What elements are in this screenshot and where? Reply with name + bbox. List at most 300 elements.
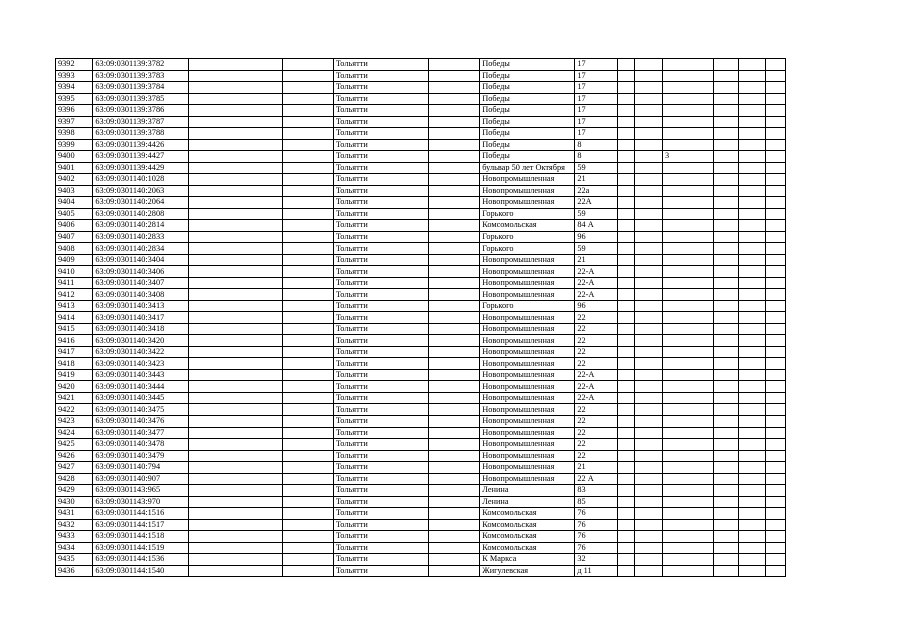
empty-cell <box>618 404 635 416</box>
flat-number-cell <box>663 208 714 220</box>
flat-number-cell <box>663 450 714 462</box>
empty-cell <box>428 197 479 209</box>
house-number-cell: 59 <box>575 208 618 220</box>
flat-number-cell <box>663 554 714 566</box>
empty-cell <box>428 220 479 232</box>
empty-cell <box>635 508 663 520</box>
empty-cell <box>635 439 663 451</box>
table-row <box>56 392 786 404</box>
empty-cell <box>428 531 479 543</box>
empty-cell <box>765 116 785 128</box>
empty-cell <box>714 404 739 416</box>
empty-cell <box>188 105 282 117</box>
cadastral-number-cell: 63:09:0301139:3788 <box>93 128 188 140</box>
empty-cell <box>765 254 785 266</box>
empty-cell <box>282 358 333 370</box>
city-cell: Тольятти <box>333 473 428 485</box>
street-cell: Победы <box>480 93 575 105</box>
empty-cell <box>765 554 785 566</box>
empty-cell <box>738 139 765 151</box>
cadastral-number-cell: 63:09:0301140:1028 <box>93 174 188 186</box>
city-cell: Тольятти <box>333 323 428 335</box>
flat-number-cell <box>663 128 714 140</box>
table-row <box>56 565 786 577</box>
empty-cell <box>188 162 282 174</box>
empty-cell <box>635 151 663 163</box>
empty-cell <box>635 392 663 404</box>
street-cell: Новопромышленная <box>480 174 575 186</box>
empty-cell <box>428 369 479 381</box>
empty-cell <box>428 312 479 324</box>
empty-cell <box>188 462 282 474</box>
table-row <box>56 323 786 335</box>
empty-cell <box>282 554 333 566</box>
empty-cell <box>282 335 333 347</box>
empty-cell <box>635 254 663 266</box>
flat-number-cell: 3 <box>663 151 714 163</box>
row-number-cell: 9408 <box>56 243 93 255</box>
city-cell: Тольятти <box>333 415 428 427</box>
street-cell: Новопромышленная <box>480 346 575 358</box>
house-number-cell: 22 <box>575 312 618 324</box>
city-cell: Тольятти <box>333 358 428 370</box>
empty-cell <box>714 59 739 71</box>
empty-cell <box>282 220 333 232</box>
empty-cell <box>188 473 282 485</box>
empty-cell <box>282 231 333 243</box>
empty-cell <box>738 508 765 520</box>
street-cell: бульвар 50 лет Октября <box>480 162 575 174</box>
empty-cell <box>635 139 663 151</box>
empty-cell <box>635 473 663 485</box>
city-cell: Тольятти <box>333 300 428 312</box>
street-cell: Горького <box>480 231 575 243</box>
empty-cell <box>635 312 663 324</box>
empty-cell <box>765 243 785 255</box>
house-number-cell: 83 <box>575 485 618 497</box>
flat-number-cell <box>663 346 714 358</box>
table-row <box>56 300 786 312</box>
empty-cell <box>714 508 739 520</box>
empty-cell <box>282 312 333 324</box>
empty-cell <box>618 277 635 289</box>
empty-cell <box>738 381 765 393</box>
street-cell: Новопромышленная <box>480 415 575 427</box>
street-cell: Ленина <box>480 496 575 508</box>
empty-cell <box>738 404 765 416</box>
empty-cell <box>188 404 282 416</box>
empty-cell <box>738 565 765 577</box>
empty-cell <box>765 335 785 347</box>
empty-cell <box>635 531 663 543</box>
empty-cell <box>714 392 739 404</box>
empty-cell <box>738 82 765 94</box>
empty-cell <box>765 346 785 358</box>
empty-cell <box>428 519 479 531</box>
flat-number-cell <box>663 439 714 451</box>
flat-number-cell <box>663 392 714 404</box>
empty-cell <box>738 415 765 427</box>
house-number-cell: 17 <box>575 128 618 140</box>
empty-cell <box>765 485 785 497</box>
empty-cell <box>714 197 739 209</box>
empty-cell <box>714 485 739 497</box>
empty-cell <box>714 369 739 381</box>
cadastral-number-cell: 63:09:0301140:3478 <box>93 439 188 451</box>
empty-cell <box>188 243 282 255</box>
empty-cell <box>188 450 282 462</box>
empty-cell <box>765 427 785 439</box>
empty-cell <box>635 462 663 474</box>
empty-cell <box>188 151 282 163</box>
empty-cell <box>188 415 282 427</box>
city-cell: Тольятти <box>333 485 428 497</box>
table-row <box>56 415 786 427</box>
flat-number-cell <box>663 415 714 427</box>
city-cell: Тольятти <box>333 519 428 531</box>
empty-cell <box>738 439 765 451</box>
empty-cell <box>714 139 739 151</box>
empty-cell <box>618 162 635 174</box>
empty-cell <box>765 415 785 427</box>
empty-cell <box>765 323 785 335</box>
empty-cell <box>618 82 635 94</box>
city-cell: Тольятти <box>333 93 428 105</box>
empty-cell <box>714 70 739 82</box>
empty-cell <box>188 128 282 140</box>
empty-cell <box>765 439 785 451</box>
city-cell: Тольятти <box>333 381 428 393</box>
empty-cell <box>765 185 785 197</box>
table-row <box>56 70 786 82</box>
empty-cell <box>428 266 479 278</box>
house-number-cell: 59 <box>575 162 618 174</box>
row-number-cell: 9396 <box>56 105 93 117</box>
street-cell: Победы <box>480 70 575 82</box>
empty-cell <box>618 565 635 577</box>
empty-cell <box>618 346 635 358</box>
empty-cell <box>618 427 635 439</box>
flat-number-cell <box>663 220 714 232</box>
table-row <box>56 289 786 301</box>
table-row <box>56 220 786 232</box>
house-number-cell: 32 <box>575 554 618 566</box>
empty-cell <box>282 473 333 485</box>
cadastral-number-cell: 63:09:0301140:2808 <box>93 208 188 220</box>
empty-cell <box>282 485 333 497</box>
table-row <box>56 151 786 163</box>
empty-cell <box>282 128 333 140</box>
empty-cell <box>282 59 333 71</box>
house-number-cell: 22-А <box>575 277 618 289</box>
flat-number-cell <box>663 473 714 485</box>
city-cell: Тольятти <box>333 208 428 220</box>
table-row <box>56 231 786 243</box>
empty-cell <box>765 162 785 174</box>
empty-cell <box>618 415 635 427</box>
empty-cell <box>428 70 479 82</box>
flat-number-cell <box>663 231 714 243</box>
empty-cell <box>428 185 479 197</box>
empty-cell <box>618 473 635 485</box>
empty-cell <box>714 415 739 427</box>
city-cell: Тольятти <box>333 289 428 301</box>
table-row <box>56 404 786 416</box>
street-cell: Новопромышленная <box>480 197 575 209</box>
flat-number-cell <box>663 243 714 255</box>
row-number-cell: 9436 <box>56 565 93 577</box>
street-cell: Победы <box>480 116 575 128</box>
flat-number-cell <box>663 93 714 105</box>
empty-cell <box>738 531 765 543</box>
empty-cell <box>765 496 785 508</box>
empty-cell <box>428 508 479 520</box>
empty-cell <box>738 151 765 163</box>
empty-cell <box>714 473 739 485</box>
table-row <box>56 462 786 474</box>
empty-cell <box>188 82 282 94</box>
empty-cell <box>282 243 333 255</box>
empty-cell <box>618 174 635 186</box>
city-cell: Тольятти <box>333 231 428 243</box>
city-cell: Тольятти <box>333 151 428 163</box>
street-cell: Новопромышленная <box>480 381 575 393</box>
house-number-cell: 22 <box>575 415 618 427</box>
empty-cell <box>714 439 739 451</box>
empty-cell <box>188 300 282 312</box>
city-cell: Тольятти <box>333 277 428 289</box>
empty-cell <box>765 289 785 301</box>
city-cell: Тольятти <box>333 404 428 416</box>
empty-cell <box>765 300 785 312</box>
empty-cell <box>635 358 663 370</box>
empty-cell <box>188 312 282 324</box>
empty-cell <box>282 531 333 543</box>
city-cell: Тольятти <box>333 496 428 508</box>
empty-cell <box>618 554 635 566</box>
empty-cell <box>188 439 282 451</box>
flat-number-cell <box>663 82 714 94</box>
table-row <box>56 162 786 174</box>
empty-cell <box>428 128 479 140</box>
street-cell: Комсомольская <box>480 508 575 520</box>
empty-cell <box>428 415 479 427</box>
empty-cell <box>714 531 739 543</box>
flat-number-cell <box>663 358 714 370</box>
empty-cell <box>714 128 739 140</box>
flat-number-cell <box>663 139 714 151</box>
cadastral-number-cell: 63:09:0301140:3444 <box>93 381 188 393</box>
empty-cell <box>714 462 739 474</box>
empty-cell <box>618 70 635 82</box>
empty-cell <box>282 105 333 117</box>
cadastral-number-cell: 63:09:0301140:3479 <box>93 450 188 462</box>
row-number-cell: 9400 <box>56 151 93 163</box>
cadastral-number-cell: 63:09:0301139:3786 <box>93 105 188 117</box>
table-row <box>56 185 786 197</box>
house-number-cell: 22-А <box>575 266 618 278</box>
empty-cell <box>618 531 635 543</box>
empty-cell <box>738 473 765 485</box>
row-number-cell: 9433 <box>56 531 93 543</box>
empty-cell <box>618 369 635 381</box>
table-row <box>56 519 786 531</box>
empty-cell <box>188 358 282 370</box>
empty-cell <box>188 59 282 71</box>
empty-cell <box>738 346 765 358</box>
row-number-cell: 9392 <box>56 59 93 71</box>
empty-cell <box>765 519 785 531</box>
empty-cell <box>618 542 635 554</box>
empty-cell <box>714 335 739 347</box>
empty-cell <box>188 93 282 105</box>
table-row <box>56 473 786 485</box>
empty-cell <box>282 565 333 577</box>
flat-number-cell <box>663 485 714 497</box>
city-cell: Тольятти <box>333 427 428 439</box>
empty-cell <box>428 243 479 255</box>
empty-cell <box>618 59 635 71</box>
flat-number-cell <box>663 323 714 335</box>
city-cell: Тольятти <box>333 335 428 347</box>
empty-cell <box>282 93 333 105</box>
empty-cell <box>618 151 635 163</box>
street-cell: Новопромышленная <box>480 266 575 278</box>
table-row <box>56 197 786 209</box>
empty-cell <box>188 231 282 243</box>
row-number-cell: 9418 <box>56 358 93 370</box>
city-cell: Тольятти <box>333 70 428 82</box>
street-cell: Победы <box>480 59 575 71</box>
empty-cell <box>428 82 479 94</box>
city-cell: Тольятти <box>333 254 428 266</box>
house-number-cell: 22 <box>575 404 618 416</box>
row-number-cell: 9430 <box>56 496 93 508</box>
empty-cell <box>618 266 635 278</box>
empty-cell <box>188 485 282 497</box>
empty-cell <box>428 254 479 266</box>
empty-cell <box>618 392 635 404</box>
empty-cell <box>282 427 333 439</box>
empty-cell <box>635 346 663 358</box>
street-cell: Ленина <box>480 485 575 497</box>
street-cell: Победы <box>480 139 575 151</box>
flat-number-cell <box>663 542 714 554</box>
street-cell: Горького <box>480 300 575 312</box>
empty-cell <box>618 358 635 370</box>
city-cell: Тольятти <box>333 139 428 151</box>
empty-cell <box>618 93 635 105</box>
table-row <box>56 358 786 370</box>
empty-cell <box>738 59 765 71</box>
empty-cell <box>428 174 479 186</box>
cadastral-number-cell: 63:09:0301140:3423 <box>93 358 188 370</box>
row-number-cell: 9423 <box>56 415 93 427</box>
row-number-cell: 9393 <box>56 70 93 82</box>
row-number-cell: 9406 <box>56 220 93 232</box>
empty-cell <box>635 208 663 220</box>
city-cell: Тольятти <box>333 82 428 94</box>
street-cell: К Маркса <box>480 554 575 566</box>
empty-cell <box>714 496 739 508</box>
table-row <box>56 554 786 566</box>
row-number-cell: 9428 <box>56 473 93 485</box>
table-row <box>56 105 786 117</box>
house-number-cell: 8 <box>575 151 618 163</box>
house-number-cell: 17 <box>575 93 618 105</box>
row-number-cell: 9421 <box>56 392 93 404</box>
empty-cell <box>714 231 739 243</box>
empty-cell <box>714 323 739 335</box>
empty-cell <box>635 174 663 186</box>
street-cell: Горького <box>480 243 575 255</box>
house-number-cell: д 11 <box>575 565 618 577</box>
empty-cell <box>714 346 739 358</box>
empty-cell <box>282 289 333 301</box>
city-cell: Тольятти <box>333 312 428 324</box>
table-row <box>56 439 786 451</box>
row-number-cell: 9411 <box>56 277 93 289</box>
empty-cell <box>635 415 663 427</box>
empty-cell <box>714 185 739 197</box>
cadastral-number-cell: 63:09:0301140:3417 <box>93 312 188 324</box>
empty-cell <box>635 427 663 439</box>
row-number-cell: 9417 <box>56 346 93 358</box>
empty-cell <box>282 208 333 220</box>
empty-cell <box>765 381 785 393</box>
row-number-cell: 9434 <box>56 542 93 554</box>
empty-cell <box>282 542 333 554</box>
empty-cell <box>428 565 479 577</box>
empty-cell <box>188 335 282 347</box>
cadastral-number-cell: 63:09:0301144:1540 <box>93 565 188 577</box>
empty-cell <box>714 519 739 531</box>
empty-cell <box>428 105 479 117</box>
cadastral-number-cell: 63:09:0301140:907 <box>93 473 188 485</box>
city-cell: Тольятти <box>333 174 428 186</box>
city-cell: Тольятти <box>333 266 428 278</box>
table-row <box>56 381 786 393</box>
empty-cell <box>738 185 765 197</box>
empty-cell <box>188 174 282 186</box>
flat-number-cell <box>663 462 714 474</box>
house-number-cell: 96 <box>575 231 618 243</box>
empty-cell <box>428 335 479 347</box>
table-row <box>56 266 786 278</box>
empty-cell <box>765 531 785 543</box>
house-number-cell: 76 <box>575 508 618 520</box>
street-cell: Новопромышленная <box>480 439 575 451</box>
street-cell: Новопромышленная <box>480 323 575 335</box>
empty-cell <box>765 266 785 278</box>
empty-cell <box>618 231 635 243</box>
empty-cell <box>618 197 635 209</box>
empty-cell <box>188 496 282 508</box>
empty-cell <box>765 82 785 94</box>
table-row <box>56 335 786 347</box>
empty-cell <box>714 554 739 566</box>
street-cell: Новопромышленная <box>480 358 575 370</box>
empty-cell <box>282 197 333 209</box>
cadastral-number-cell: 63:09:0301140:3418 <box>93 323 188 335</box>
row-number-cell: 9427 <box>56 462 93 474</box>
flat-number-cell <box>663 105 714 117</box>
empty-cell <box>635 519 663 531</box>
empty-cell <box>188 254 282 266</box>
empty-cell <box>738 128 765 140</box>
empty-cell <box>635 128 663 140</box>
city-cell: Тольятти <box>333 243 428 255</box>
